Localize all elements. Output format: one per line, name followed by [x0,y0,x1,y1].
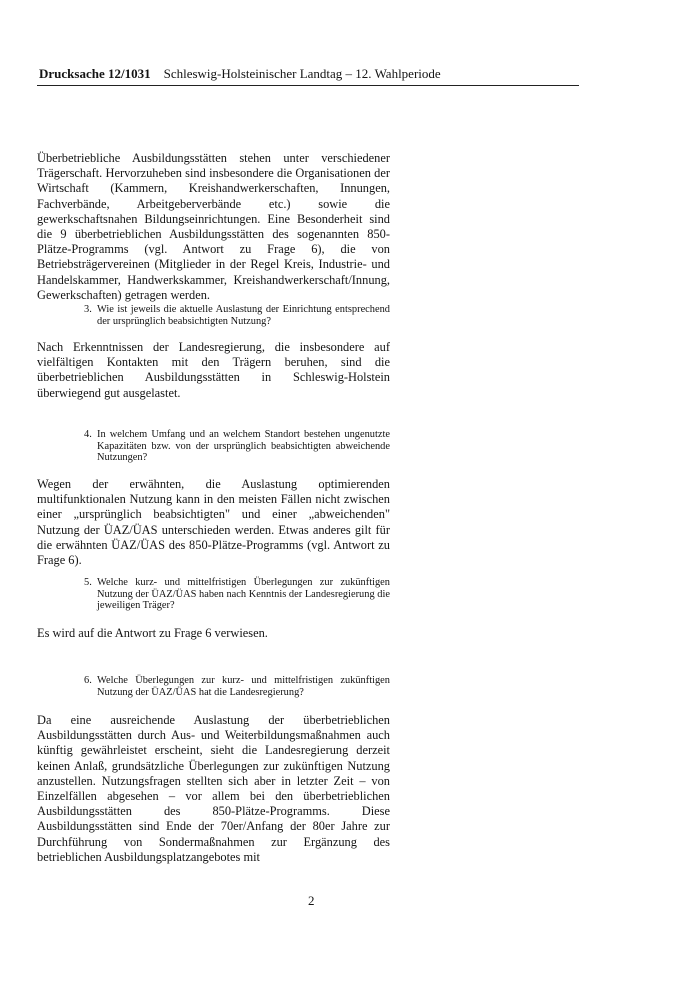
answer-paragraph-4: Wegen der erwähnten, die Auslastung optimierenden multifunktionalen Nutzung kann in den meisten Fällen nicht zwischen einer „ursprünglich beabsichtigten" und einer „abweichenden" Nutzung der ÜAZ/ÜAS unterschieden werden. Etwas anderes gilt für die erwähnten ÜAZ/ÜAS des 850-Plätze-Programms (vgl. Antwort zu Frage 6). [37,477,390,568]
question-4 [84,429,390,464]
question-3 [84,304,390,327]
question-text: Wie ist jeweils die aktuelle Auslastung der Einrichtung entsprechend der ursprünglich beabsichtigten Nutzung? [97,304,390,327]
parliament-title: Schleswig-Holsteinischer Landtag – 12. Wahlperiode [163,66,441,81]
answer-paragraph-6: Da eine ausreichende Auslastung der überbetrieblichen Ausbildungsstätten durch Aus- und Weiterbildungsmaßnahmen auch künftig gewährleistet erscheint, sieht die Landesregierung derzeit keinen Anlaß, grundsätzliche Überlegungen zur zukünftigen Nutzung anzustellen. Nutzungsfragen stellten sich aber in letzter Zeit – von Einzelfällen abgesehen – vor allem bei den überbetrieblichen Ausbildungsstätten des 850-Plätze-Programms. Diese Ausbildungsstätten sind Ende der 70er/Anfang der 80er Jahre zur Durchführung von Sondermaßnahmen zur Ergänzung des betrieblichen Ausbildungsplatzangebotes mit [37,713,390,864]
answer-paragraph-3: Nach Erkenntnissen der Landesregierung, die insbesondere auf vielfältigen Kontakten mit den Trägern beruhen, sind die überbetrieblichen Ausbildungsstätten in Schleswig-Holstein überwiegend gut ausgelastet. [37,340,390,400]
question-text: Welche kurz- und mittelfristigen Überlegungen zur zukünftigen Nutzung der ÜAZ/ÜAS haben nach Kenntnis der Landesregierung die jeweiligen Träger? [97,577,390,612]
question-number: 3. [84,304,92,315]
question-text: Welche Überlegungen zur kurz- und mittelfristigen zukünftigen Nutzung der ÜAZ/ÜAS hat die Landesregierung? [97,675,390,698]
question-number: 4. [84,429,92,440]
header-rule [37,85,579,86]
question-text: In welchem Umfang und an welchem Standort bestehen ungenutzte Kapazitäten bzw. von der ursprünglich beabsichtigten abweichende Nutzungen? [97,429,390,464]
question-number: 5. [84,577,92,588]
question-6 [84,675,390,698]
page-number: 2 [308,893,315,908]
answer-paragraph-2: Überbetriebliche Ausbildungsstätten stehen unter verschiedener Trägerschaft. Hervorzuheben sind insbesondere die Organisationen der Wirtschaft (Kammern, Kreishandwerkerschaften, Innungen, Fachverbände, Arbeitgeberverbände etc.) sowie die gewerkschaftsnahen Bildungseinrichtungen. Eine Besonderheit sind die 9 überbetrieblichen Ausbildungsstätten des sogenannten 850-Plätze-Programms (vgl. Antwort zu Frage 6), die von Betriebsträgervereinen (Mitglieder in der Regel Kreis, Industrie- und Handelskammer, Handwerkskammer, Kreishandwerkerschaft/Innung, Gewerkschaften) getragen werden. [37,151,390,302]
question-number: 6. [84,675,92,686]
answer-paragraph-5: Es wird auf die Antwort zu Frage 6 verwiesen. [37,626,268,640]
question-5 [84,577,390,612]
document-number: Drucksache 12/1031 [39,66,151,81]
header-separator [154,66,161,81]
page-header [39,66,579,82]
